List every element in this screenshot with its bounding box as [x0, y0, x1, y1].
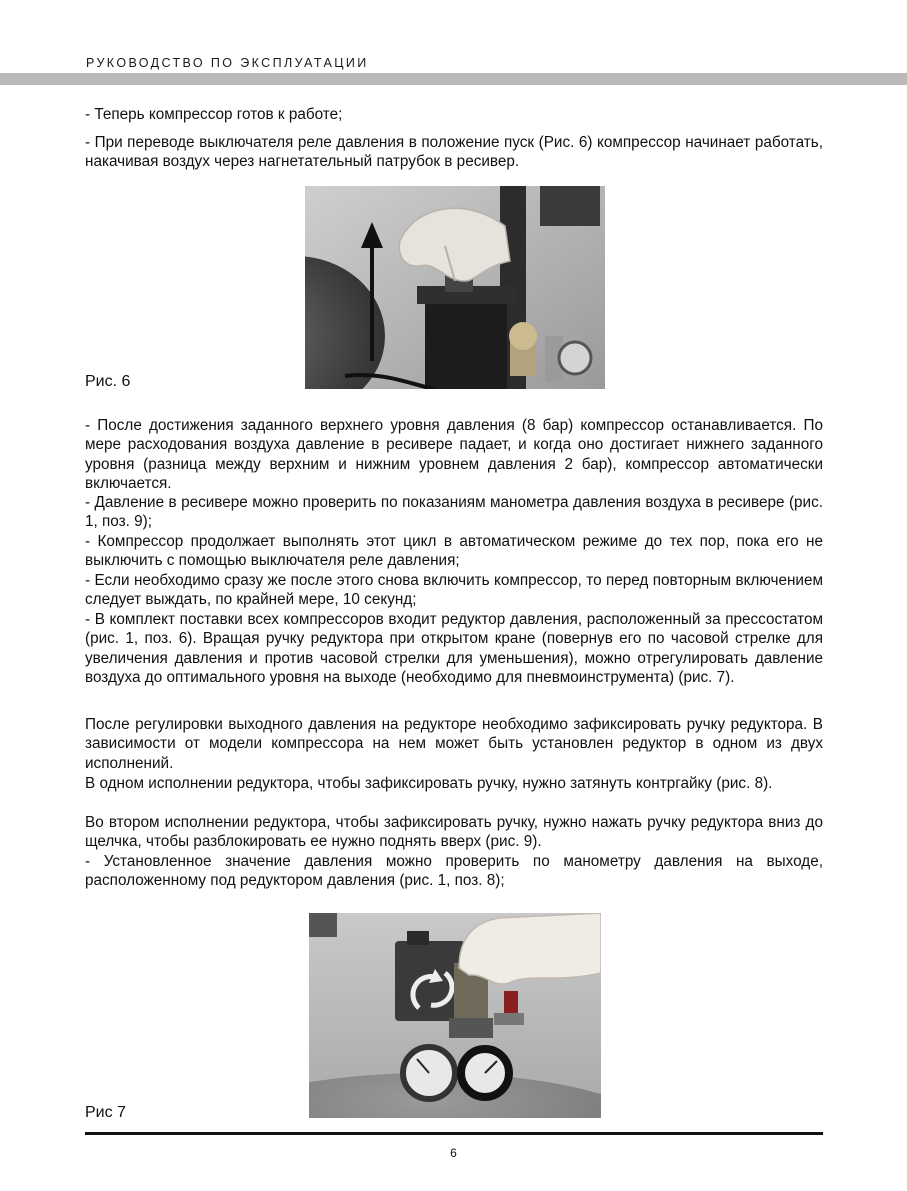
body-paragraph-7: В одном исполнении редуктора, чтобы зафиксировать ручку, нужно затянуть контргайку (рис. 8). — [85, 775, 773, 792]
body-paragraph-3: - Компрессор продолжает выполнять этот цикл в автоматическом режиме до тех пор, пока его не выключить с помощью выключателя реле давления; — [85, 533, 823, 570]
figure-7-photo — [309, 913, 601, 1118]
figure-6-image — [305, 186, 605, 389]
body-paragraph-2: - Давление в ресивере можно проверить по показаниям манометра давления воздуха в ресивере (рис. 1, поз. 9); — [85, 494, 823, 531]
page-number: 6 — [450, 1146, 457, 1160]
header-bar — [0, 73, 907, 85]
intro-line-1: - Теперь компрессор готов к работе; — [85, 106, 343, 123]
figure-6-caption: Рис. 6 — [85, 373, 131, 390]
body-paragraph-6: После регулировки выходного давления на редукторе необходимо зафиксировать ручку редуктора. В зависимости от модели компрессора на нем может быть установлен редуктор в одном из двух исполнений. — [85, 716, 823, 772]
figure-7-image — [309, 913, 601, 1118]
body-paragraph-8: Во втором исполнении редуктора, чтобы зафиксировать ручку, нужно нажать ручку редуктора вниз до щелчка, чтобы разблокировать ее нужно поднять вверх (рис. 9). — [85, 814, 823, 851]
body-paragraph-5: - В комплект поставки всех компрессоров входит редуктор давления, расположенный за прессостатом (рис. 1, поз. 6). Вращая ручку редуктора при открытом кране (повернув его по часовой стрелке для увеличения давления и против часовой стрелки для уменьшения), можно отрегулировать давление воздуха до оптимального уровня на выходе (необходимо для пневмоинструмента) (рис. 7). — [85, 611, 823, 686]
figure-7-caption: Рис 7 — [85, 1104, 126, 1121]
running-header-title: РУКОВОДСТВО ПО ЭКСПЛУАТАЦИИ — [86, 56, 369, 70]
body-paragraph-4: - Если необходимо сразу же после этого снова включить компрессор, то перед повторным включением следует выждать, по крайней мере, 10 секунд; — [85, 572, 823, 609]
body-paragraph-9: - Установленное значение давления можно проверить по манометру давления на выходе, расположенному под редуктором давления (рис. 1, поз. 8); — [85, 853, 823, 890]
body-paragraph-1: - После достижения заданного верхнего уровня давления (8 бар) компрессор останавливается. По мере расходования воздуха давление в ресивере падает, и когда оно достигает нижнего заданного уровня (разница между верхним и нижним уровнем давления 2 бар), компрессор автоматически включается. — [85, 417, 823, 492]
figure-6-photo — [305, 186, 605, 389]
intro-paragraph-2: - При переводе выключателя реле давления в положение пуск (Рис. 6) компрессор начинает работать, накачивая воздух через нагнетательный патрубок в ресивер. — [85, 134, 823, 171]
footer-rule — [85, 1132, 823, 1135]
